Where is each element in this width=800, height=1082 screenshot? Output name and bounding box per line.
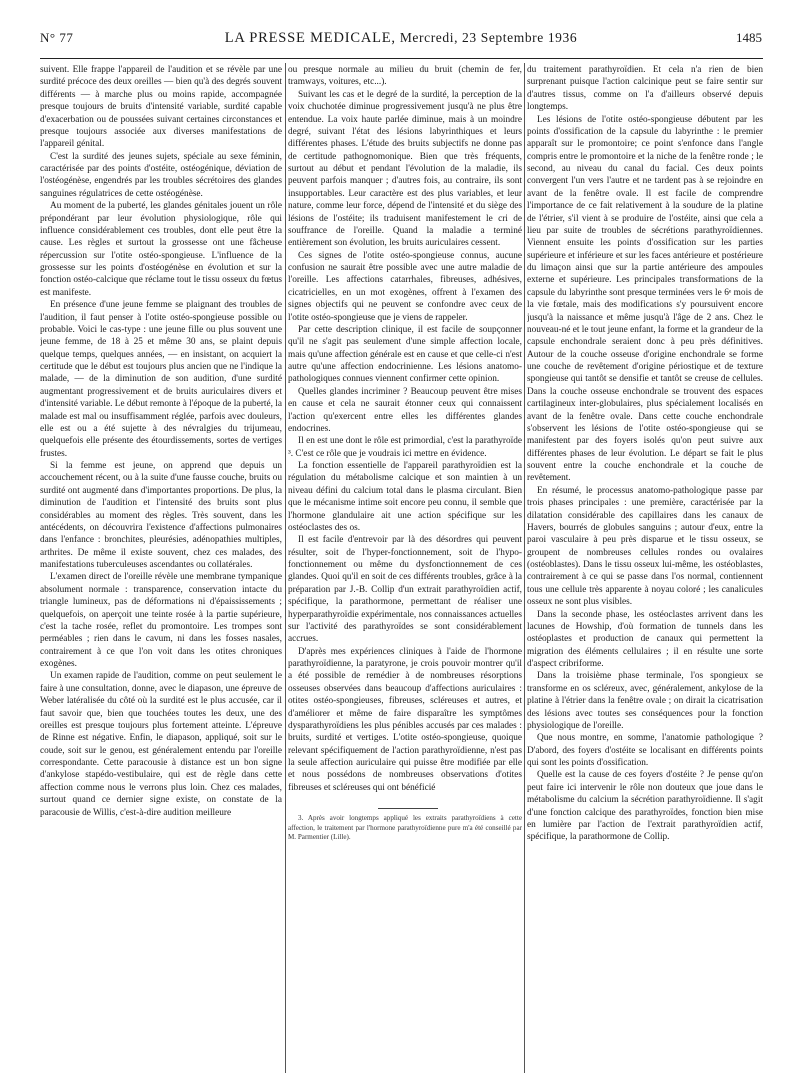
paragraph: Ces signes de l'otite ostéo-spongieuse connus, aucune confusion ne saurait être possible avec une autre maladie de l'oreille. Les affections catarrhales, fibreuses, adhésives, cicatricielles, en un mot exogènes, offrent à l'examen des signes objectifs qui ne peuvent se confondre avec ceux de l'otite ostéo-spongieuse que je viens de rappeler.	[288, 250, 522, 323]
footnote-rule	[378, 808, 438, 809]
page-header	[40, 14, 762, 44]
paragraph: Un examen rapide de l'audition, comme on peut seulement le faire à une consultation, donne, avec le diapason, une épreuve de Weber latéralisée du côté où la surdité est le plus accusée, car il faut savoir que, bien que touchées toutes les deux, une des oreilles est presque toujours plus fortement atteinte. L'épreuve de Rinne est négative. Enfin, le diapason, appliqué, soit sur le coude, soit sur le genou, est généralement entendu par l'oreille correspondante. Cette paracousie à distance est un bon signe d'ankylose stapédo-vestibulaire, qui est de règle dans cette affection comme nous le verrons plus loin. Chez ces malades, surtout quand ce dernier signe existe, on constate de la paracousie de Willis, c'est-à-dire audition meilleure	[40, 671, 282, 818]
paragraph: Dans la troisième phase terminale, l'os spongieux se transforme en os scléreux, avec, généralement, ankylose de la platine à l'étrier dans la fenêtre ovale ; on dirait la cicatrisation des lésions avec toutes ses conséquences pour la fonction physiologique de l'oreille.	[527, 671, 763, 731]
column-divider	[524, 63, 525, 1073]
paragraph: ou presque normale au milieu du bruit (chemin de fer, tramways, voitures, etc...).	[288, 65, 522, 88]
column-divider	[285, 63, 286, 1073]
paragraph: Au moment de la puberté, les glandes génitales jouent un rôle prépondérant par leur évolution physiologique, rôle qui influence considérablement ces troubles, dont elle peut être la cause. Les règles et surtout la grossesse ont une fâcheuse répercussion sur l'otite ostéo-spongieuse. L'influence de la grossesse sur les points d'ostéogénèse en évolution et sur la fonction ostéo-calcique que réclame tout le tissu osseux du fœtus est manifeste.	[40, 201, 282, 298]
paragraph: Il en est une dont le rôle est primordial, c'est la parathyroïde ³. C'est ce rôle que je voudrais ici mettre en évidence.	[288, 436, 522, 459]
paragraph: Quelle est la cause de ces foyers d'ostéite ? Je pense qu'on peut faire ici intervenir le rôle non douteux que joue dans le métabolisme du calcium la sécrétion parathyroïdienne. Il s'agit d'une fonction calcique des parathyroïdes, fonction bien mise en lumière par l'action de l'extrait parathyroïdien actif, spécifique, la parathormone de Collip.	[527, 770, 763, 843]
paragraph: Les lésions de l'otite ostéo-spongieuse débutent par les points d'ossification de la capsule du labyrinthe : le premier apparaît sur le promontoire; ce point s'enfonce dans l'angle compris entre le promontoire et la niche de la fenêtre ronde ; le second, au niveau du canal du facial. Ces deux points convergent l'un vers l'autre et ne tardent pas à se rejoindre en avant de la fenêtre ovale. Il est facile de comprendre l'importance de ce fait relativement à la soudure de la platine de l'étrier, s'il vient à se produire de l'ostéite, ainsi que cela a lieu par suite de troubles de sécrétions parathyroïdiennes. Viennent ensuite les points d'ossification sur les parties supérieure et inférieure et sur les faces antérieure et postérieure du limaçon ainsi que sur la partie antérieure des ampoules externe et supérieure. Les principales transformations de la capsule du labyrinthe sont presque terminées vers le 6ᵉ mois de la vie fœtale, mais des modifications s'y poursuivent encore jusqu'à la naissance et même jusqu'à l'âge de 2 ans. Chez le nouveau-né et le tout jeune enfant, la forme et la grandeur de la capsule enchondrale seraient donc à peu près définitives. Autour de la couche osseuse d'origine enchondrale se forme une couche de revêtement d'origine périostique et de texture spongieuse qui tantôt se densifie et tantôt se creuse de cellules. Dans la couche osseuse enchondrale se trouvent des espaces cartilagineux inter-globulaires, plus spécialement localisés en avant de la fenêtre ovale. Dans cette couche enchondrale s'observent les lésions de l'otite ostéo-spongieuse qui se manifestent par des foyers isolés qu'on peut suivre aux différentes phases de leur évolution. Le départ se fait le plus souvent entre la couche enchondrale et la couche de revêtement.	[527, 114, 763, 484]
paragraph: L'examen direct de l'oreille révèle une membrane tympanique absolument normale : transparence, conservation intacte du triangle lumineux, pas de déformations ni d'épaississements ; quelquefois, on aperçoit une teinte rosée à la partie supérieure, c'est la tache rosée, reflet du promontoire. Les trompes sont perméables ; rien dans le cavum, ni dans les fosses nasales, contrairement à ce que l'on voit dans les otites chroniques exogènes.	[40, 572, 282, 669]
running-title	[40, 30, 762, 47]
paragraph: C'est la surdité des jeunes sujets, spéciale au sexe féminin, caractérisée par des points d'ostéite, ostéogénique, déviation de l'ostéogénèse, engendrés par les troubles sécrétoires des glandes sanguines régulatrices de cette ostéogénèse.	[40, 151, 282, 199]
journal-name: LA PRESSE MEDICALE,	[224, 30, 396, 46]
footnote: 3. Après avoir longtemps appliqué les extraits parathyroïdiens à cette affection, le traitement par l'hormone parathyroïdienne pure m'a été conseillé par M. Parmentier (Lille).	[288, 814, 522, 842]
paragraph: du traitement parathyroïdien. Et cela n'a rien de bien surprenant puisque l'action calcinique peut se faire sentir sur d'autres tissus, comme on l'a d'ailleurs observé depuis longtemps.	[527, 65, 763, 113]
paragraph: En présence d'une jeune femme se plaignant des troubles de l'audition, il faut penser à l'otite ostéo-spongieuse possible ou probable. Voici le cas-type : une jeune fille ou plus souvent une jeune femme, de 18 à 25 et même 30 ans, se plaint depuis quelque temps, quelques années, — en insistant, on acquiert la certitude que le début est toujours plus ancien que ne l'indique la malade, — de la diminution de son audition, d'une surdité augmentant progressivement et de bruits auriculaires divers et d'intensité variable. Le début remonte à l'époque de la puberté, la malade est mal ou insuffisamment réglée, parfois avec douleurs, elle est ou a été sujette à des névralgies du trijumeau, quelquefois elle présente des étourdissements, sortes de vertiges frustes.	[40, 300, 282, 459]
paragraph: suivent. Elle frappe l'appareil de l'audition et se révèle par une surdité précoce des deux oreilles — bien qu'à des degrés souvent différents — à marche plus ou moins rapide, accompagnée presque toujours de bruits d'intensité variable, surdité capable d'exacerbation ou de poussées suivant certaines circonstances et presque toujours associée aux diverses manifestations de l'appareil génital.	[40, 65, 282, 150]
page-number: 1485	[736, 30, 762, 45]
text-column-1	[40, 64, 282, 1074]
text-column-3	[527, 64, 763, 1074]
paragraph: En résumé, le processus anatomo-pathologique passe par trois phases principales : une première, caractérisée par la dilatation considérable des capillaires dans les canaux de Havers, bourrés de globules sanguins ; autour d'eux, entre la paroi vasculaire à peu près disparue et le tissu osseux, se groupent de nombreuses cellules rondes ou ovalaires (ostéoblastes). Dans le tissu osseux lui-même, les ostéoblastes, contrairement à ce qui se passe dans l'os normal, contiennent tous une cellule très apparente à noyau coloré ; les canalicules osseux ne sont plus visibles.	[527, 485, 763, 608]
paragraph: Suivant les cas et le degré de la surdité, la perception de la voix chuchotée diminue progressivement jusqu'à ne plus être entendue. La voix haute parlée diminue, mais à un moindre degré, suivant l'état des lésions labyrinthiques et leurs différentes phases. L'étude des bruits subjectifs ne donne pas de certitude pathognomonique. Bien que très fréquents, surtout au début et pendant l'évolution de la maladie, ils peuvent parfois manquer ; d'autres fois, au contraire, ils sont insupportables. Leur caractère est des plus variables, et leur nature, comme leur force, dépend de l'intensité et du siège des lésions de l'ostéite; ils traduisent manifestement le cri de souffrance de l'oreille. Quand la maladie a terminé entièrement son évolution, les bruits auriculaires cessent.	[288, 89, 522, 249]
paragraph: Par cette description clinique, il est facile de soupçonner qu'il ne s'agit pas seulement d'une simple affection locale, mais qu'une affection générale est en cause et que celle-ci n'est autre qu'une affection endocrinienne. Les lésions anatomo-pathologiques connues viennent confirmer cette opinion.	[288, 324, 522, 385]
paragraph: Que nous montre, en somme, l'anatomie pathologique ? D'abord, des foyers d'ostéite se localisant en différents points qui sont les points d'ossification.	[527, 733, 763, 768]
paragraph: La fonction essentielle de l'appareil parathyroïdien est la régulation du métabolisme calcique et son maintien à un niveau défini du calcium total dans le plasma circulant. Bien que le mécanisme intime soit encore peu connu, il semble que l'hormone glandulaire ait une action spécifique sur les ostéoclastes des os.	[288, 461, 522, 533]
paragraph: D'après mes expériences cliniques à l'aide de l'hormone parathyroïdienne, la paratyrone, je crois pouvoir montrer qu'il a été possible de remédier à de nombreuses résorptions osseuses observées dans beaucoup d'affections auriculaires : otites ostéo-spongieuses, fibreuses, scléreuses et autres, et d'améliorer et même de faire disparaître les symptômes dysparathyroïdiens les plus pénibles accusés par ces malades : bruits, surdité et vertiges. L'otite ostéo-spongieuse, quoique relevant spécifiquement de l'action parathyroïdienne, n'est pas la seule affection auriculaire qui puisse être modifiée par elle et nous possédons de nombreuses observations d'otites fibreuses et scléreuses qui ont bénéficié	[288, 646, 522, 793]
issue-date: Mercredi, 23 Septembre 1936	[399, 30, 578, 45]
text-column-2	[288, 64, 522, 1074]
issue-number: N° 77	[40, 30, 74, 45]
paragraph: Dans la seconde phase, les ostéoclastes arrivent dans les lacunes de Howship, d'où formation de tunnels dans les ostéoplastes et production de canaux qui permettent la migration des éléments cellulaires ; il en résulte une sorte d'aspect cribriforme.	[527, 609, 763, 669]
header-rule	[40, 58, 763, 59]
paragraph: Il est facile d'entrevoir par là des désordres qui peuvent résulter, soit de l'hyper-fonctionnement, soit de l'hypo-fonctionnement ou même du dysfonctionnement de ces glandes. Quoi qu'il en soit de ces différents troubles, grâce à la préparation par J.-B. Collip d'un extrait parathyroïdien actif, spécifique, la parathormone, permettant de réaliser une hyperparathyroïdie expérimentale, nos connaissances actuelles sur l'activité des parathyroïdes se sont considérablement accrues.	[288, 535, 522, 645]
paragraph: Si la femme est jeune, on apprend que depuis un accouchement récent, ou à la suite d'une fausse couche, bruits ou surdité ont augmenté dans d'importantes proportions. De plus, la diminution de l'audition et l'intensité des bruits sont plus considérables au moment des règles. Très souvent, dans les antécédents, on découvrira l'existence d'affections pulmonaires dans l'enfance : bronchites, pleurésies, adénopathies multiples, arthrites. De même il existe souvent, chez ces malades, des manifestations tuberculeuses ascendantes ou collatérales.	[40, 461, 282, 570]
paragraph: Quelles glandes incriminer ? Beaucoup peuvent être mises en cause et cela ne saurait étonner ceux qui connaissent l'action qu'exercent entre elles les différentes glandes endocrines.	[288, 386, 522, 434]
